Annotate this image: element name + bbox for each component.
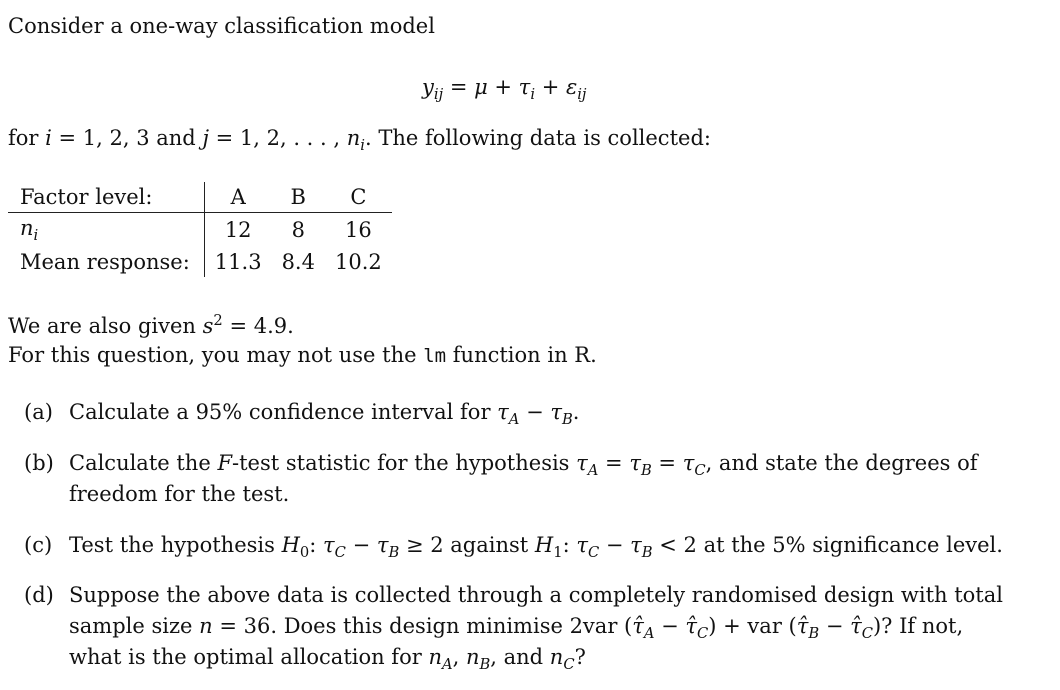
- question-b-text-1: Calculate the F-test statistic for the hypothesis $\tau_A = \tau_B = \tau_C$, and state the degrees of: [69, 451, 978, 480]
- level-c: C: [325, 182, 392, 213]
- restriction-after: function in R.: [446, 343, 597, 367]
- restriction-line: [8, 343, 597, 367]
- level-b: B: [272, 182, 325, 213]
- question-c-text: Test the hypothesis $H_0$: $\tau_C - \tau_B \ge 2$ against $H_1$: $\tau_C - \tau_B < 2$ at the 5% significance level.: [69, 533, 1003, 562]
- given-line: We are also given $s^2 = 4.9$.: [8, 312, 294, 338]
- data-table: [8, 182, 392, 277]
- intro-text: Consider a one-way classification model: [8, 14, 435, 38]
- table-row-mean: [8, 247, 392, 277]
- mean-label: Mean response:: [8, 247, 204, 277]
- question-b-label: (b): [24, 451, 54, 475]
- mean-b: 8.4: [281, 250, 315, 275]
- mean-c: 10.2: [334, 250, 382, 275]
- table-row-n: [8, 213, 392, 248]
- level-a: A: [204, 182, 271, 213]
- question-d-text-1: Suppose the above data is collected through a completely randomised design with total: [69, 583, 1003, 607]
- table-header-row: [8, 182, 392, 213]
- question-b-text-2: freedom for the test.: [69, 482, 290, 506]
- index-line: for i = 1, 2, 3 and j = 1, 2, . . . , $n_i$. The following data is collected:: [8, 126, 711, 155]
- mean-a: 11.3: [214, 250, 262, 275]
- n-label: $n_i$: [8, 213, 204, 248]
- question-d-text-3: what is the optimal allocation for $n_A$, $n_B$, and $n_C$?: [69, 645, 586, 674]
- factor-level-label: Factor level:: [8, 182, 204, 213]
- question-d-label: (d): [24, 583, 54, 607]
- model-equation: $y_{ij} = \mu + \tau_i + \varepsilon_{ij}$: [422, 75, 587, 104]
- question-a-text: Calculate a 95% confidence interval for $\tau_A - \tau_B$.: [69, 400, 580, 429]
- n-a: 12: [224, 218, 252, 243]
- lm-code: lm: [423, 345, 447, 367]
- question-a-label: (a): [24, 400, 53, 424]
- n-b: 8: [291, 218, 305, 243]
- question-c-label: (c): [24, 533, 53, 557]
- n-c: 16: [344, 218, 372, 243]
- restriction-before: For this question, you may not use the: [8, 343, 424, 367]
- question-d-text-2: sample size n = 36. Does this design minimise 2var ($\taû_A$ − $\taû_C$) + var ($\taû_B$ − $\taû_C$)? If not,: [69, 614, 964, 643]
